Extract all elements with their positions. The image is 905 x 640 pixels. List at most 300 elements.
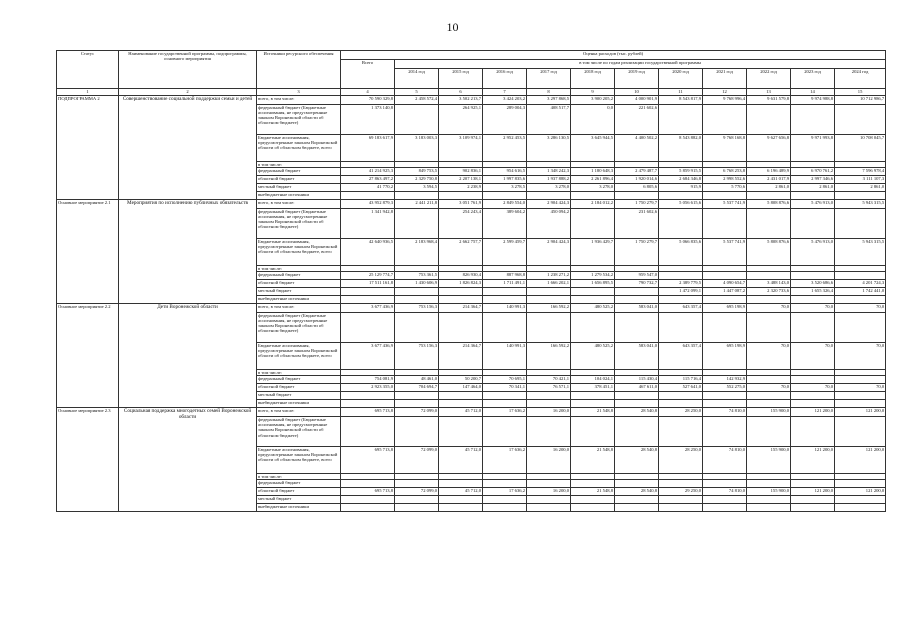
amount-cell xyxy=(571,313,615,343)
amount-cell: 2 320 733,6 xyxy=(747,288,791,296)
amount-cell: 21 548,8 xyxy=(571,447,615,474)
amount-cell xyxy=(747,192,791,200)
amount-cell: 42 640 936,5 xyxy=(341,239,395,266)
funding-source-cell: Бюджетные ассигнования, предусмотренные законом Воронежской области об областном бюджете, всего xyxy=(257,239,341,266)
amount-cell: 72 099,0 xyxy=(395,447,439,474)
amount-cell: 2 183 968,4 xyxy=(395,239,439,266)
amount-cell xyxy=(703,400,747,408)
amount-cell xyxy=(527,313,571,343)
amount-cell xyxy=(571,400,615,408)
amount-cell: 2 599 459,7 xyxy=(483,239,527,266)
amount-cell: 4 201 724,3 xyxy=(835,280,886,288)
amount-cell xyxy=(747,504,791,512)
header-year: 2014 год xyxy=(395,69,439,89)
amount-cell xyxy=(439,417,483,447)
amount-cell xyxy=(703,313,747,343)
amount-cell: 3 278,5 xyxy=(483,184,527,192)
amount-cell xyxy=(483,192,527,200)
amount-cell xyxy=(439,288,483,296)
amount-cell: 70,0 xyxy=(747,304,791,313)
amount-cell xyxy=(439,504,483,512)
amount-cell: 2 952 453,5 xyxy=(483,135,527,162)
amount-cell: 70,0 xyxy=(835,384,886,392)
amount-cell: 2 207 138,1 xyxy=(439,176,483,184)
amount-cell xyxy=(395,192,439,200)
amount-cell: 1 711 491,1 xyxy=(483,280,527,288)
amount-cell: 954 616,5 xyxy=(483,168,527,176)
amount-cell: 70,0 xyxy=(835,304,886,313)
amount-cell: 6 970 761,2 xyxy=(791,168,835,176)
amount-cell: 849 753,5 xyxy=(395,168,439,176)
amount-cell: 17 636,2 xyxy=(483,488,527,496)
amount-cell: 5 859 915,5 xyxy=(659,168,703,176)
funding-source-cell: местный бюджет xyxy=(257,496,341,504)
amount-cell xyxy=(747,376,791,384)
amount-cell: 10 708 045,7 xyxy=(835,135,886,162)
funding-source-cell: федеральный бюджет (Бюджетные ассигнования, не предусмотренные законом Воронежской области об областном бюджете) xyxy=(257,313,341,343)
amount-cell: 826 930,4 xyxy=(439,272,483,280)
amount-cell xyxy=(791,296,835,304)
amount-cell: 76 571,1 xyxy=(527,384,571,392)
amount-cell: 16 200,0 xyxy=(527,488,571,496)
funding-source-cell: областной бюджет xyxy=(257,488,341,496)
column-index-row xyxy=(57,89,886,96)
amount-cell xyxy=(615,288,659,296)
funding-source-cell: местный бюджет xyxy=(257,184,341,192)
column-index: 4 xyxy=(341,89,395,96)
amount-cell: 3 297 868,5 xyxy=(527,96,571,105)
funding-source-cell: Бюджетные ассигнования, предусмотренные законом Воронежской области об областном бюджете, всего xyxy=(257,343,341,370)
amount-cell: 5 808 876,6 xyxy=(747,239,791,266)
amount-cell: 1 750 279,7 xyxy=(615,239,659,266)
amount-cell: 2 861,0 xyxy=(835,184,886,192)
funding-source-cell: внебюджетные источники xyxy=(257,192,341,200)
amount-cell: 5 943 315,5 xyxy=(835,200,886,209)
funding-source-cell: областной бюджет xyxy=(257,384,341,392)
amount-cell: 147 464,0 xyxy=(439,384,483,392)
amount-cell xyxy=(747,417,791,447)
budget-table xyxy=(56,50,886,512)
budget-table-body xyxy=(57,96,886,512)
column-index: 12 xyxy=(703,89,747,96)
amount-cell: 214 364,7 xyxy=(439,343,483,370)
column-index: 3 xyxy=(257,89,341,96)
amount-cell: 1 447 087,2 xyxy=(703,288,747,296)
amount-cell: 45 712,0 xyxy=(439,447,483,474)
amount-cell: 10 712 986,7 xyxy=(835,96,886,105)
amount-cell: 704 694,7 xyxy=(395,384,439,392)
amount-cell xyxy=(571,209,615,239)
amount-cell xyxy=(703,192,747,200)
funding-source-cell: областной бюджет xyxy=(257,176,341,184)
amount-cell xyxy=(615,417,659,447)
program-name-cell: Мероприятия по исполнению публичных обязательств xyxy=(119,200,257,304)
amount-cell: 695 198,9 xyxy=(703,343,747,370)
amount-cell: 70,0 xyxy=(791,343,835,370)
amount-cell xyxy=(439,313,483,343)
amount-cell: 1 348 242,3 xyxy=(527,168,571,176)
amount-cell xyxy=(659,417,703,447)
amount-cell: 9 974 988,8 xyxy=(791,96,835,105)
amount-cell xyxy=(747,313,791,343)
amount-cell: 2 261 896,4 xyxy=(571,176,615,184)
amount-cell: 2 997 346,6 xyxy=(791,176,835,184)
header-year: 2016 год xyxy=(483,69,527,89)
amount-cell xyxy=(659,496,703,504)
column-index: 7 xyxy=(483,89,527,96)
amount-cell: 28 250,0 xyxy=(659,447,703,474)
amount-cell: 9 768 168,8 xyxy=(703,135,747,162)
amount-cell xyxy=(341,288,395,296)
funding-source-cell: местный бюджет xyxy=(257,392,341,400)
amount-cell: 2 923 355,0 xyxy=(341,384,395,392)
budget-row xyxy=(57,304,886,313)
amount-cell xyxy=(703,417,747,447)
amount-cell: 2 441 211,8 xyxy=(395,200,439,209)
amount-cell: 408 517,7 xyxy=(527,105,571,135)
amount-cell: 115 716,4 xyxy=(659,376,703,384)
amount-cell: 1 656 895,5 xyxy=(571,280,615,288)
program-name-cell: Совершенствование социальной поддержки семьи и детей xyxy=(119,96,257,200)
amount-cell xyxy=(439,496,483,504)
amount-cell xyxy=(527,504,571,512)
amount-cell: 28 540,8 xyxy=(615,408,659,417)
amount-cell: 9 768 996,4 xyxy=(703,96,747,105)
amount-cell: 28 540,8 xyxy=(615,488,659,496)
amount-cell: 5 056 615,6 xyxy=(659,200,703,209)
amount-cell: 753 156,3 xyxy=(395,304,439,313)
amount-cell xyxy=(395,504,439,512)
amount-cell: 753 156,3 xyxy=(395,343,439,370)
header-year: 2018 год xyxy=(571,69,615,89)
amount-cell xyxy=(791,417,835,447)
amount-cell: 643 357,4 xyxy=(659,304,703,313)
amount-cell xyxy=(747,105,791,135)
funding-source-cell: областной бюджет xyxy=(257,280,341,288)
amount-cell: 887 968,8 xyxy=(483,272,527,280)
amount-cell xyxy=(835,313,886,343)
amount-cell: 7 596 978,4 xyxy=(835,168,886,176)
budget-row xyxy=(57,96,886,105)
amount-cell xyxy=(747,392,791,400)
amount-cell: 70 421,1 xyxy=(527,376,571,384)
amount-cell xyxy=(791,272,835,280)
amount-cell: 3 111 107,3 xyxy=(835,176,886,184)
column-index: 2 xyxy=(119,89,257,96)
amount-cell xyxy=(571,288,615,296)
funding-source-cell: в том числе: xyxy=(257,266,341,272)
amount-cell: 70 695,1 xyxy=(483,376,527,384)
amount-cell: 4 400 502,2 xyxy=(615,135,659,162)
amount-cell: 2 329 750,8 xyxy=(395,176,439,184)
amount-cell xyxy=(395,400,439,408)
amount-cell: 915,9 xyxy=(659,184,703,192)
amount-cell: 221 602,6 xyxy=(615,105,659,135)
amount-cell: 8 543 817,9 xyxy=(659,96,703,105)
amount-cell: 70 590 329,8 xyxy=(341,96,395,105)
amount-cell xyxy=(395,392,439,400)
header-year: 2017 год xyxy=(527,69,571,89)
amount-cell: 3 645 944,5 xyxy=(571,135,615,162)
amount-cell: 3 677 436,9 xyxy=(341,343,395,370)
amount-cell: 2 238,9 xyxy=(439,184,483,192)
amount-cell xyxy=(483,313,527,343)
amount-cell: 8 543 882,0 xyxy=(659,135,703,162)
amount-cell: 754 081,9 xyxy=(341,376,395,384)
amount-cell: 3 109 974,1 xyxy=(439,135,483,162)
amount-cell: 214 364,7 xyxy=(439,304,483,313)
amount-cell: 166 592,2 xyxy=(527,304,571,313)
column-index: 5 xyxy=(395,89,439,96)
amount-cell xyxy=(341,417,395,447)
amount-cell: 2 861,0 xyxy=(791,184,835,192)
amount-cell: 17 636,2 xyxy=(483,447,527,474)
amount-cell xyxy=(527,496,571,504)
amount-cell: 2 904 424,3 xyxy=(527,200,571,209)
amount-cell: 21 548,8 xyxy=(571,408,615,417)
funding-source-cell: всего, в том числе: xyxy=(257,200,341,209)
amount-cell: 155 900,0 xyxy=(747,408,791,417)
header-year: 2022 год xyxy=(747,69,791,89)
amount-cell xyxy=(747,496,791,504)
amount-cell xyxy=(341,496,395,504)
amount-cell xyxy=(395,105,439,135)
header-year: 2020 год xyxy=(659,69,703,89)
amount-cell: 1 742 441,0 xyxy=(835,288,886,296)
amount-cell xyxy=(439,480,483,488)
amount-cell: 2 458 572,4 xyxy=(395,96,439,105)
funding-source-cell: внебюджетные источники xyxy=(257,400,341,408)
amount-cell xyxy=(527,296,571,304)
amount-cell: 142 932,9 xyxy=(703,376,747,384)
amount-cell: 3 677 436,9 xyxy=(341,304,395,313)
amount-cell xyxy=(341,504,395,512)
amount-cell xyxy=(571,496,615,504)
amount-cell xyxy=(747,400,791,408)
amount-cell: 583 041,0 xyxy=(615,304,659,313)
amount-cell xyxy=(571,192,615,200)
header-executor: Источники ресурсного обеспечения xyxy=(257,51,341,89)
amount-cell xyxy=(483,496,527,504)
amount-cell xyxy=(571,296,615,304)
amount-cell xyxy=(791,504,835,512)
amount-cell: 1 920 014,6 xyxy=(615,176,659,184)
amount-cell: 1 180 648,3 xyxy=(571,168,615,176)
header-year: 2024 год xyxy=(835,69,886,89)
amount-cell xyxy=(747,272,791,280)
amount-cell xyxy=(703,480,747,488)
amount-cell xyxy=(527,392,571,400)
amount-cell xyxy=(791,192,835,200)
amount-cell xyxy=(395,313,439,343)
column-index: 11 xyxy=(659,89,703,96)
column-index: 1 xyxy=(57,89,119,96)
amount-cell: 74 810,0 xyxy=(703,447,747,474)
amount-cell: 1 472 099,1 xyxy=(659,288,703,296)
amount-cell: 17 636,2 xyxy=(483,408,527,417)
amount-cell: 9 631 579,8 xyxy=(747,96,791,105)
amount-cell: 5 066 835,6 xyxy=(659,239,703,266)
amount-cell: 16 200,0 xyxy=(527,447,571,474)
amount-cell xyxy=(791,105,835,135)
amount-cell xyxy=(659,209,703,239)
header-year: 2023 год xyxy=(791,69,835,89)
amount-cell: 121 200,0 xyxy=(791,408,835,417)
amount-cell: 3 488 143,0 xyxy=(747,280,791,288)
amount-cell xyxy=(527,400,571,408)
amount-cell: 2 684 346,8 xyxy=(659,176,703,184)
amount-cell xyxy=(527,288,571,296)
amount-cell: 480 525,2 xyxy=(571,304,615,313)
amount-cell: 29 250,0 xyxy=(659,488,703,496)
amount-cell xyxy=(835,209,886,239)
amount-cell xyxy=(341,400,395,408)
funding-source-cell: федеральный бюджет (Бюджетные ассигнования, не предусмотренные законом Воронежской области об областном бюджете) xyxy=(257,105,341,135)
amount-cell: 140 991,3 xyxy=(483,304,527,313)
amount-cell xyxy=(571,480,615,488)
amount-cell: 5 943 315,5 xyxy=(835,239,886,266)
amount-cell: 1 937 888,2 xyxy=(527,176,571,184)
amount-cell: 264 925,1 xyxy=(439,105,483,135)
amount-cell xyxy=(703,496,747,504)
amount-cell: 9 627 656,8 xyxy=(747,135,791,162)
funding-source-cell: федеральный бюджет xyxy=(257,272,341,280)
funding-source-cell: в том числе: xyxy=(257,370,341,376)
amount-cell: 1 655 326,4 xyxy=(791,288,835,296)
amount-cell: 643 357,4 xyxy=(659,343,703,370)
amount-cell xyxy=(341,392,395,400)
amount-cell: 43 952 879,3 xyxy=(341,200,395,209)
funding-source-cell: федеральный бюджет xyxy=(257,480,341,488)
amount-cell xyxy=(615,392,659,400)
amount-cell: 155 900,0 xyxy=(747,488,791,496)
amount-cell xyxy=(835,376,886,384)
program-name-cell: Социальная поддержка многодетных семей Воронежской области xyxy=(119,408,257,512)
funding-source-cell: внебюджетные источники xyxy=(257,504,341,512)
column-index: 6 xyxy=(439,89,483,96)
amount-cell: 4 000 901,9 xyxy=(615,96,659,105)
funding-source-cell: местный бюджет xyxy=(257,288,341,296)
amount-cell: 72 099,0 xyxy=(395,488,439,496)
amount-cell: 121 200,0 xyxy=(835,408,886,417)
amount-cell xyxy=(395,496,439,504)
amount-cell xyxy=(483,417,527,447)
amount-cell: 0,0 xyxy=(571,105,615,135)
amount-cell xyxy=(659,392,703,400)
amount-cell xyxy=(747,480,791,488)
funding-source-cell: Бюджетные ассигнования, предусмотренные законом Воронежской области об областном бюджете, всего xyxy=(257,447,341,474)
amount-cell xyxy=(483,504,527,512)
amount-cell: 1 430 606,9 xyxy=(395,280,439,288)
amount-cell: 5 476 913,0 xyxy=(791,200,835,209)
amount-cell: 2 184 012,2 xyxy=(571,200,615,209)
amount-cell xyxy=(483,400,527,408)
amount-cell: 3 278,0 xyxy=(527,184,571,192)
amount-cell xyxy=(341,192,395,200)
funding-source-cell: всего, в том числе: xyxy=(257,408,341,417)
amount-cell: 5 770,6 xyxy=(703,184,747,192)
header-name: Наименование государственной программы, подпрограммы, основного мероприятия xyxy=(119,51,257,89)
header-year: 2021 год xyxy=(703,69,747,89)
amount-cell xyxy=(341,296,395,304)
amount-cell: 3 502 213,7 xyxy=(439,96,483,105)
amount-cell: 50 200,7 xyxy=(439,376,483,384)
status-cell: ПОДПРОГРАММА 2 xyxy=(57,96,119,200)
amount-cell xyxy=(835,192,886,200)
amount-cell: 3 183 003,3 xyxy=(395,135,439,162)
funding-source-cell: всего, в том числе: xyxy=(257,96,341,105)
amount-cell xyxy=(615,496,659,504)
amount-cell: 959 547,0 xyxy=(615,272,659,280)
amount-cell xyxy=(791,209,835,239)
amount-cell: 121 200,0 xyxy=(835,488,886,496)
amount-cell: 753 361,5 xyxy=(395,272,439,280)
column-index: 15 xyxy=(835,89,886,96)
amount-cell: 115 430,4 xyxy=(615,376,659,384)
amount-cell: 72 099,0 xyxy=(395,408,439,417)
amount-cell xyxy=(527,417,571,447)
amount-cell xyxy=(835,400,886,408)
column-index: 14 xyxy=(791,89,835,96)
amount-cell: 3 051 761,9 xyxy=(439,200,483,209)
header-total: Всего xyxy=(341,60,395,89)
amount-cell xyxy=(615,400,659,408)
amount-cell: 450 094,2 xyxy=(527,209,571,239)
amount-cell: 27 863 497,2 xyxy=(341,176,395,184)
amount-cell: 70,0 xyxy=(791,304,835,313)
amount-cell xyxy=(659,296,703,304)
amount-cell: 3 900 205,2 xyxy=(571,96,615,105)
amount-cell: 1 997 835,6 xyxy=(483,176,527,184)
amount-cell: 28 540,8 xyxy=(615,447,659,474)
amount-cell xyxy=(341,480,395,488)
amount-cell: 6 196 489,9 xyxy=(747,168,791,176)
amount-cell xyxy=(439,192,483,200)
amount-cell xyxy=(395,296,439,304)
header-status: Статус xyxy=(57,51,119,89)
amount-cell xyxy=(835,272,886,280)
amount-cell xyxy=(703,392,747,400)
funding-source-cell: всего, в том числе: xyxy=(257,304,341,313)
amount-cell: 17 511 161,8 xyxy=(341,280,395,288)
amount-cell xyxy=(835,496,886,504)
amount-cell: 2 431 017,9 xyxy=(747,176,791,184)
amount-cell xyxy=(659,504,703,512)
column-index: 13 xyxy=(747,89,791,96)
amount-cell xyxy=(835,392,886,400)
column-index: 8 xyxy=(527,89,571,96)
amount-cell: 5 537 741,9 xyxy=(703,200,747,209)
amount-cell: 5 537 741,9 xyxy=(703,239,747,266)
amount-cell: 1 666 202,1 xyxy=(527,280,571,288)
program-name-cell: Дети Воронежской области xyxy=(119,304,257,408)
amount-cell: 155 900,0 xyxy=(747,447,791,474)
amount-cell xyxy=(835,480,886,488)
funding-source-cell: федеральный бюджет xyxy=(257,376,341,384)
amount-cell xyxy=(791,496,835,504)
budget-row xyxy=(57,408,886,417)
amount-cell xyxy=(395,288,439,296)
amount-cell: 121 200,0 xyxy=(835,447,886,474)
funding-source-cell: внебюджетные источники xyxy=(257,296,341,304)
amount-cell: 1 373 140,8 xyxy=(341,105,395,135)
amount-cell xyxy=(615,504,659,512)
amount-cell xyxy=(835,105,886,135)
amount-cell: 231 602,6 xyxy=(615,209,659,239)
amount-cell xyxy=(659,105,703,135)
status-cell: Основное мероприятие 2.3 xyxy=(57,408,119,512)
amount-cell: 3 286 130,5 xyxy=(527,135,571,162)
